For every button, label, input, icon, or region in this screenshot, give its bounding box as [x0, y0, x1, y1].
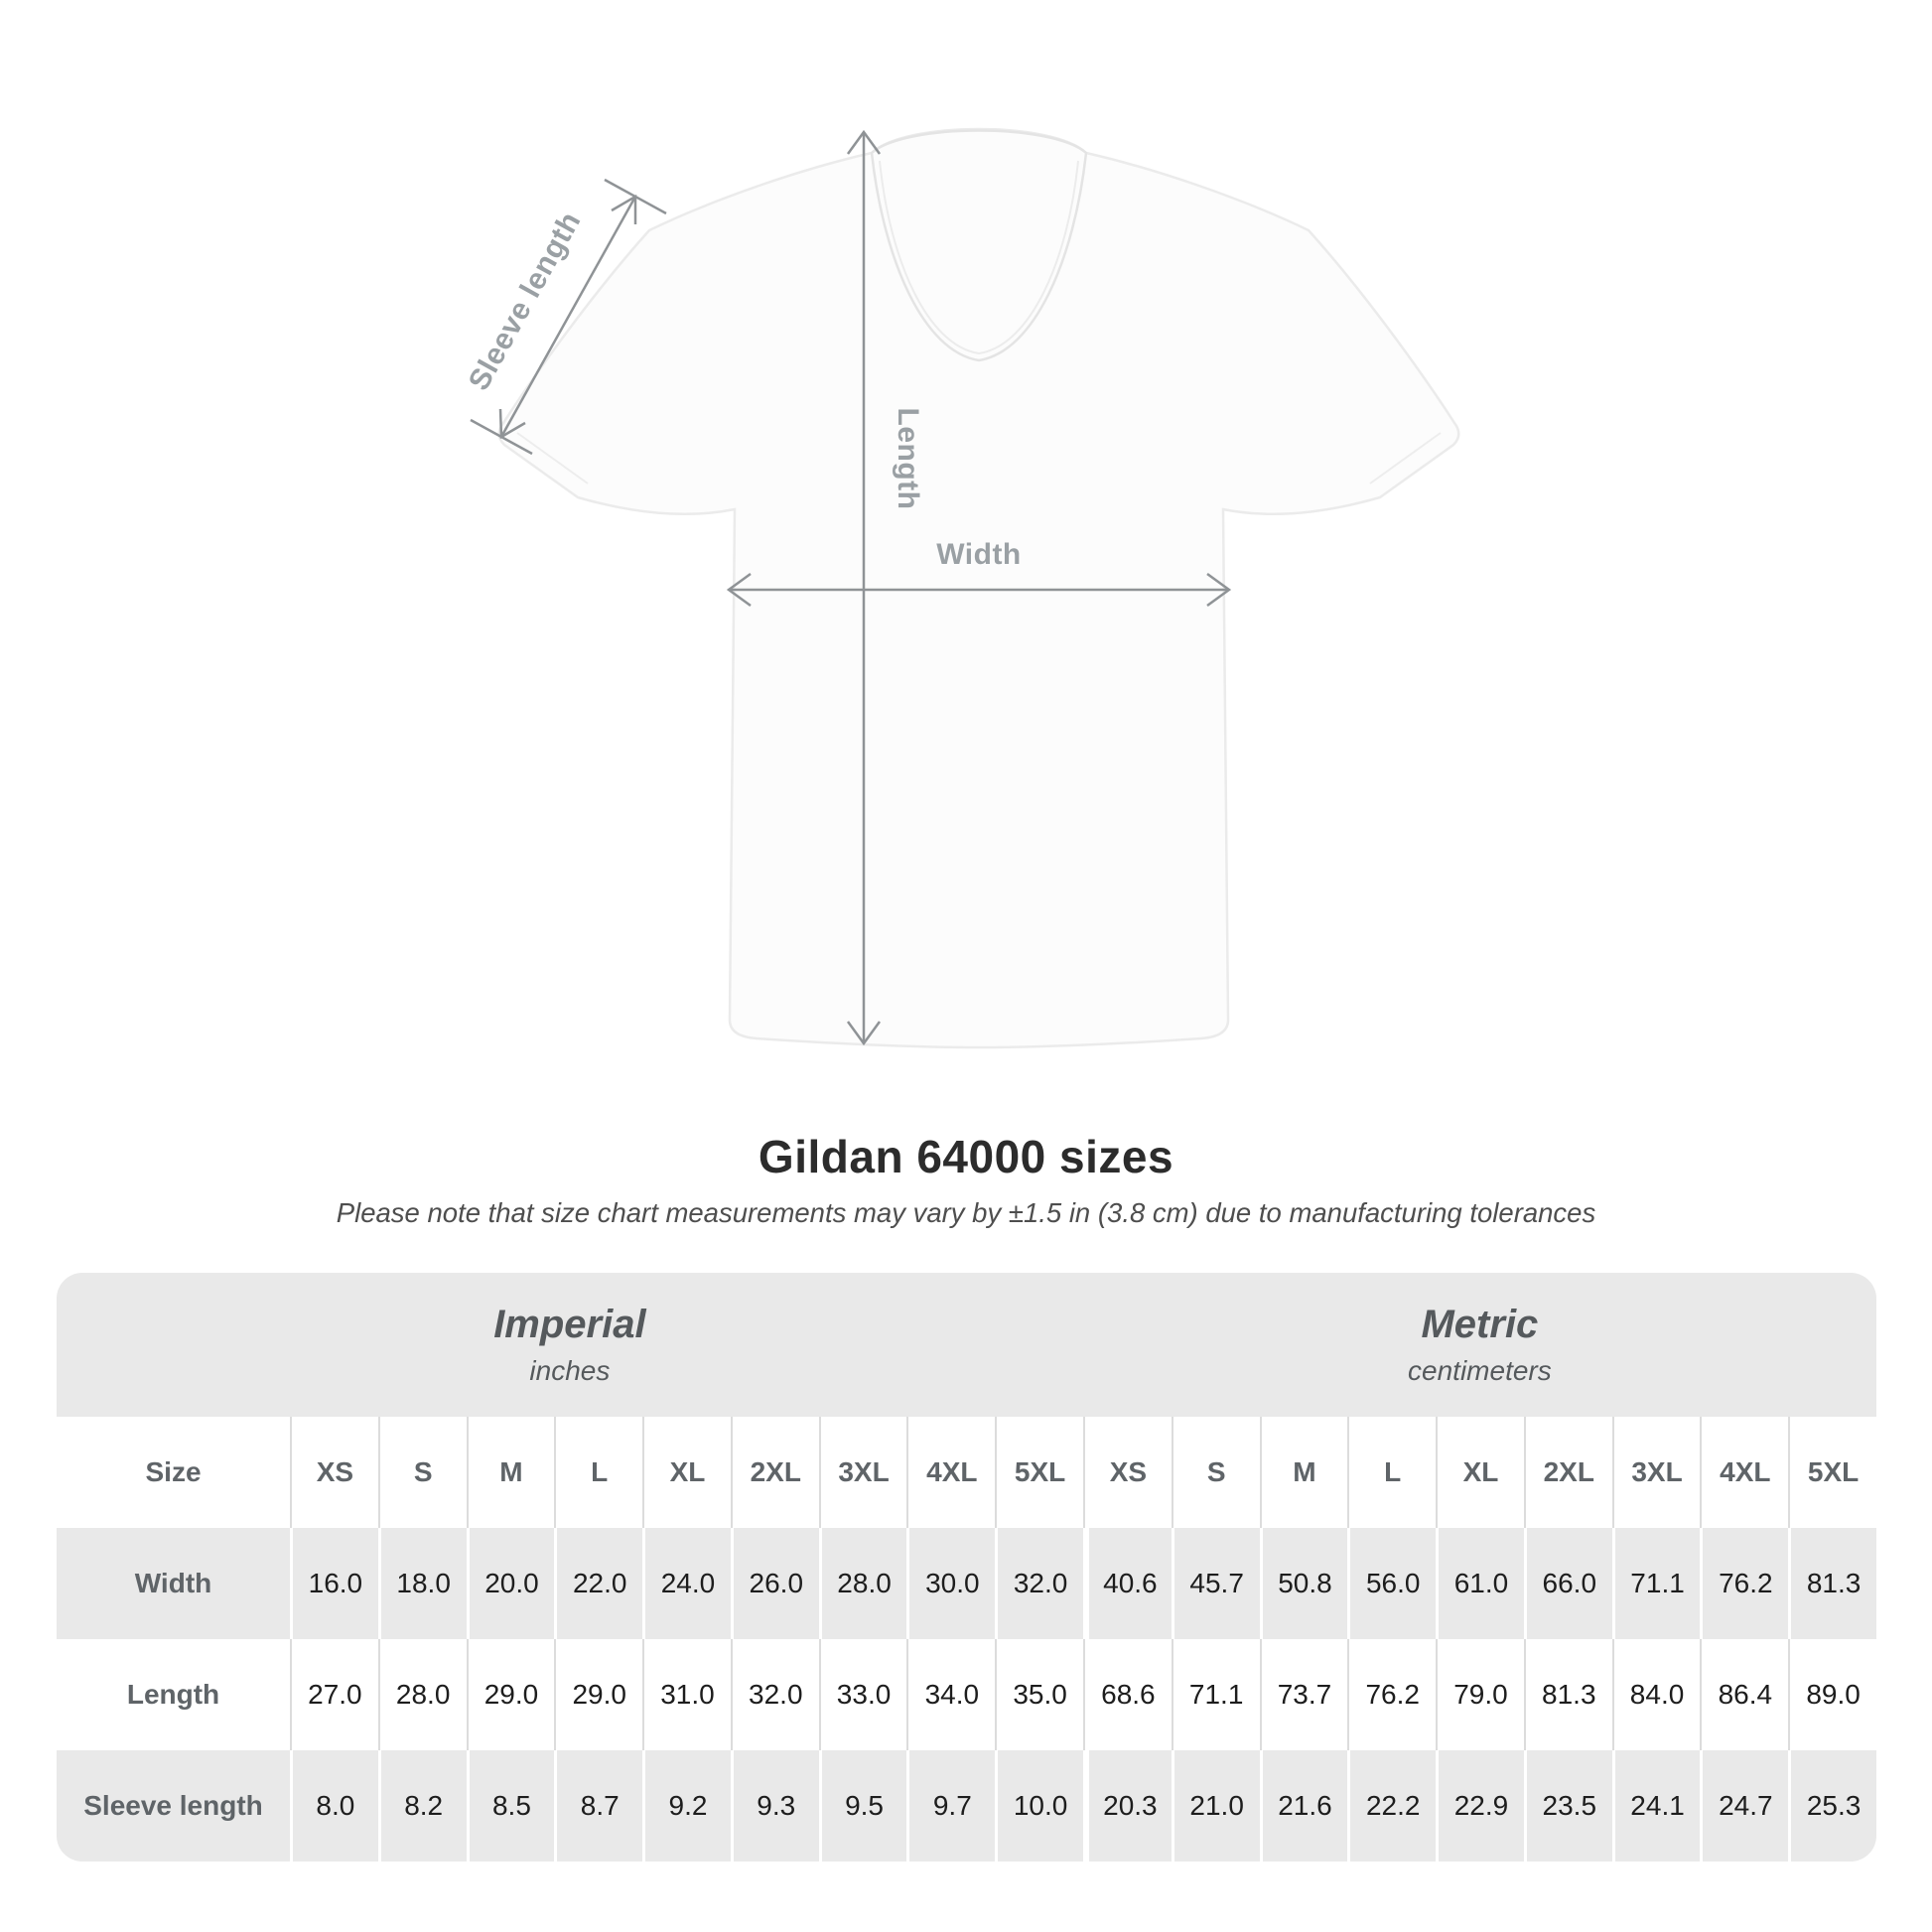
value-cell-imperial: 8.2: [378, 1750, 467, 1862]
value-cell-metric: 71.1: [1172, 1639, 1260, 1750]
value-cell-imperial: 20.0: [467, 1528, 555, 1639]
value-cell-imperial: 18.0: [378, 1528, 467, 1639]
value-cell-imperial: 26.0: [731, 1528, 819, 1639]
value-cell-metric: 21.6: [1260, 1750, 1348, 1862]
value-cell-metric: 73.7: [1260, 1639, 1348, 1750]
value-cell-imperial: 9.5: [819, 1750, 907, 1862]
row-label: Sleeve length: [83, 1790, 263, 1821]
measurement-row: [57, 1528, 1876, 1639]
imperial-header: [57, 1273, 1083, 1417]
value-cell-imperial: 33.0: [819, 1639, 907, 1750]
size-header-cell: M: [467, 1417, 555, 1528]
value-cell-imperial: 9.7: [906, 1750, 995, 1862]
value-cell-imperial: 35.0: [995, 1639, 1083, 1750]
size-corner-label: Size: [145, 1456, 202, 1487]
length-label: Length: [892, 407, 924, 510]
value-cell-imperial: 9.3: [731, 1750, 819, 1862]
row-label: Length: [126, 1679, 220, 1710]
value-cell-metric: 76.2: [1700, 1528, 1788, 1639]
value-cell-metric: 68.6: [1083, 1639, 1172, 1750]
value-cell-metric: 66.0: [1524, 1528, 1612, 1639]
metric-header: [1083, 1273, 1876, 1417]
value-cell-imperial: 8.7: [554, 1750, 642, 1862]
value-cell-imperial: 16.0: [290, 1528, 378, 1639]
value-cell-imperial: 31.0: [642, 1639, 731, 1750]
size-header-cell: XS: [290, 1417, 378, 1528]
value-cell-metric: 45.7: [1172, 1528, 1260, 1639]
value-cell-imperial: 32.0: [995, 1528, 1083, 1639]
value-cell-metric: 86.4: [1700, 1639, 1788, 1750]
size-header-cell: 4XL: [906, 1417, 995, 1528]
unit-header-band: [57, 1273, 1876, 1417]
size-header-cell: 3XL: [819, 1417, 907, 1528]
metric-subtitle: centimeters: [1408, 1355, 1552, 1386]
size-header-cell: XL: [1436, 1417, 1524, 1528]
imperial-subtitle: inches: [529, 1355, 611, 1386]
value-cell-imperial: 28.0: [378, 1639, 467, 1750]
value-cell-metric: 79.0: [1436, 1639, 1524, 1750]
value-cell-metric: 22.9: [1436, 1750, 1524, 1862]
value-cell-metric: 76.2: [1347, 1639, 1436, 1750]
value-cell-imperial: 29.0: [467, 1639, 555, 1750]
value-cell-imperial: 29.0: [554, 1639, 642, 1750]
width-label: Width: [936, 538, 1022, 571]
value-cell-imperial: 8.0: [290, 1750, 378, 1862]
value-cell-metric: 50.8: [1260, 1528, 1348, 1639]
size-header-cell: 3XL: [1612, 1417, 1701, 1528]
value-cell-imperial: 22.0: [554, 1528, 642, 1639]
tolerance-note: Please note that size chart measurements may vary by ±1.5 in (3.8 cm) due to manufacturing tolerances: [336, 1197, 1596, 1228]
size-header-cell: S: [1172, 1417, 1260, 1528]
value-cell-metric: 81.3: [1524, 1639, 1612, 1750]
value-cell-imperial: 24.0: [642, 1528, 731, 1639]
value-cell-metric: 89.0: [1788, 1639, 1876, 1750]
page-title: Gildan 64000 sizes: [758, 1131, 1174, 1182]
size-header-cell: L: [554, 1417, 642, 1528]
value-cell-metric: 56.0: [1347, 1528, 1436, 1639]
size-header-cell: 5XL: [995, 1417, 1083, 1528]
size-header-row: [57, 1417, 1876, 1528]
value-cell-metric: 84.0: [1612, 1639, 1701, 1750]
metric-title: Metric: [1421, 1303, 1539, 1346]
value-cell-imperial: 9.2: [642, 1750, 731, 1862]
size-header-cell: M: [1260, 1417, 1348, 1528]
value-cell-metric: 25.3: [1788, 1750, 1876, 1862]
value-cell-imperial: 28.0: [819, 1528, 907, 1639]
value-cell-metric: 21.0: [1172, 1750, 1260, 1862]
value-cell-metric: 24.1: [1612, 1750, 1701, 1862]
value-cell-imperial: 30.0: [906, 1528, 995, 1639]
size-header-cell: XS: [1083, 1417, 1172, 1528]
value-cell-metric: 23.5: [1524, 1750, 1612, 1862]
size-header-cell: 4XL: [1700, 1417, 1788, 1528]
value-cell-metric: 71.1: [1612, 1528, 1701, 1639]
value-cell-imperial: 32.0: [731, 1639, 819, 1750]
row-label: Width: [134, 1568, 212, 1598]
measurement-row: [57, 1750, 1876, 1862]
size-table: [57, 1273, 1876, 1862]
size-header-cell: 2XL: [731, 1417, 819, 1528]
value-cell-metric: 20.3: [1083, 1750, 1172, 1862]
tshirt-illustration: [499, 129, 1459, 1047]
value-cell-imperial: 10.0: [995, 1750, 1083, 1862]
value-cell-metric: 22.2: [1347, 1750, 1436, 1862]
size-header-cell: S: [378, 1417, 467, 1528]
value-cell-metric: 81.3: [1788, 1528, 1876, 1639]
size-header-cell: L: [1347, 1417, 1436, 1528]
size-header-cell: XL: [642, 1417, 731, 1528]
value-cell-metric: 61.0: [1436, 1528, 1524, 1639]
sleeve-length-label: Sleeve length: [462, 206, 588, 396]
value-cell-metric: 24.7: [1700, 1750, 1788, 1862]
value-cell-imperial: 34.0: [906, 1639, 995, 1750]
size-table-body: [57, 1417, 1876, 1862]
size-header-cell: 2XL: [1524, 1417, 1612, 1528]
size-header-cell: 5XL: [1788, 1417, 1876, 1528]
value-cell-imperial: 8.5: [467, 1750, 555, 1862]
measurement-row: [57, 1639, 1876, 1750]
value-cell-metric: 40.6: [1083, 1528, 1172, 1639]
value-cell-imperial: 27.0: [290, 1639, 378, 1750]
imperial-title: Imperial: [493, 1303, 646, 1346]
